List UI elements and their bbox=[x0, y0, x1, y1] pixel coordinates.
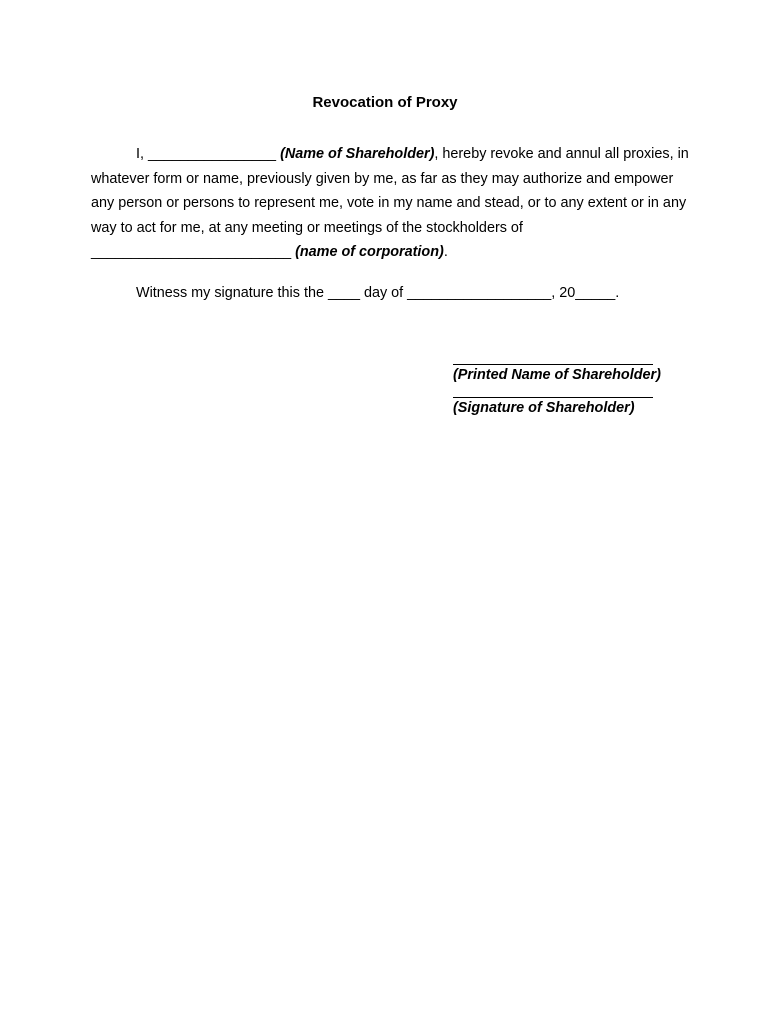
witness-line: Witness my signature this the ____ day of __________________, 20_____. bbox=[136, 285, 620, 301]
paragraph-text-1: I, ________________ bbox=[136, 146, 281, 162]
document-title: Revocation of Proxy bbox=[312, 94, 458, 111]
paragraph-text-3: . bbox=[443, 244, 448, 260]
paragraph-text-2: , hereby revoke and annul all proxies, in whatever form or name, previously given by me, as far as they may authorize and empower any person or persons to represent me, vote in my name and stead, or to any extent or in any way to act for me, at any meeting or meetings of the stockholders of _________________________ bbox=[91, 146, 689, 260]
signature-label: (Signature of Shareholder) bbox=[453, 400, 635, 416]
revocation-paragraph bbox=[91, 142, 689, 265]
printed-name-label: (Printed Name of Shareholder) bbox=[453, 367, 661, 383]
shareholder-name-label: (Name of Shareholder) bbox=[280, 146, 435, 162]
corporation-name-label: (name of corporation) bbox=[295, 244, 444, 260]
